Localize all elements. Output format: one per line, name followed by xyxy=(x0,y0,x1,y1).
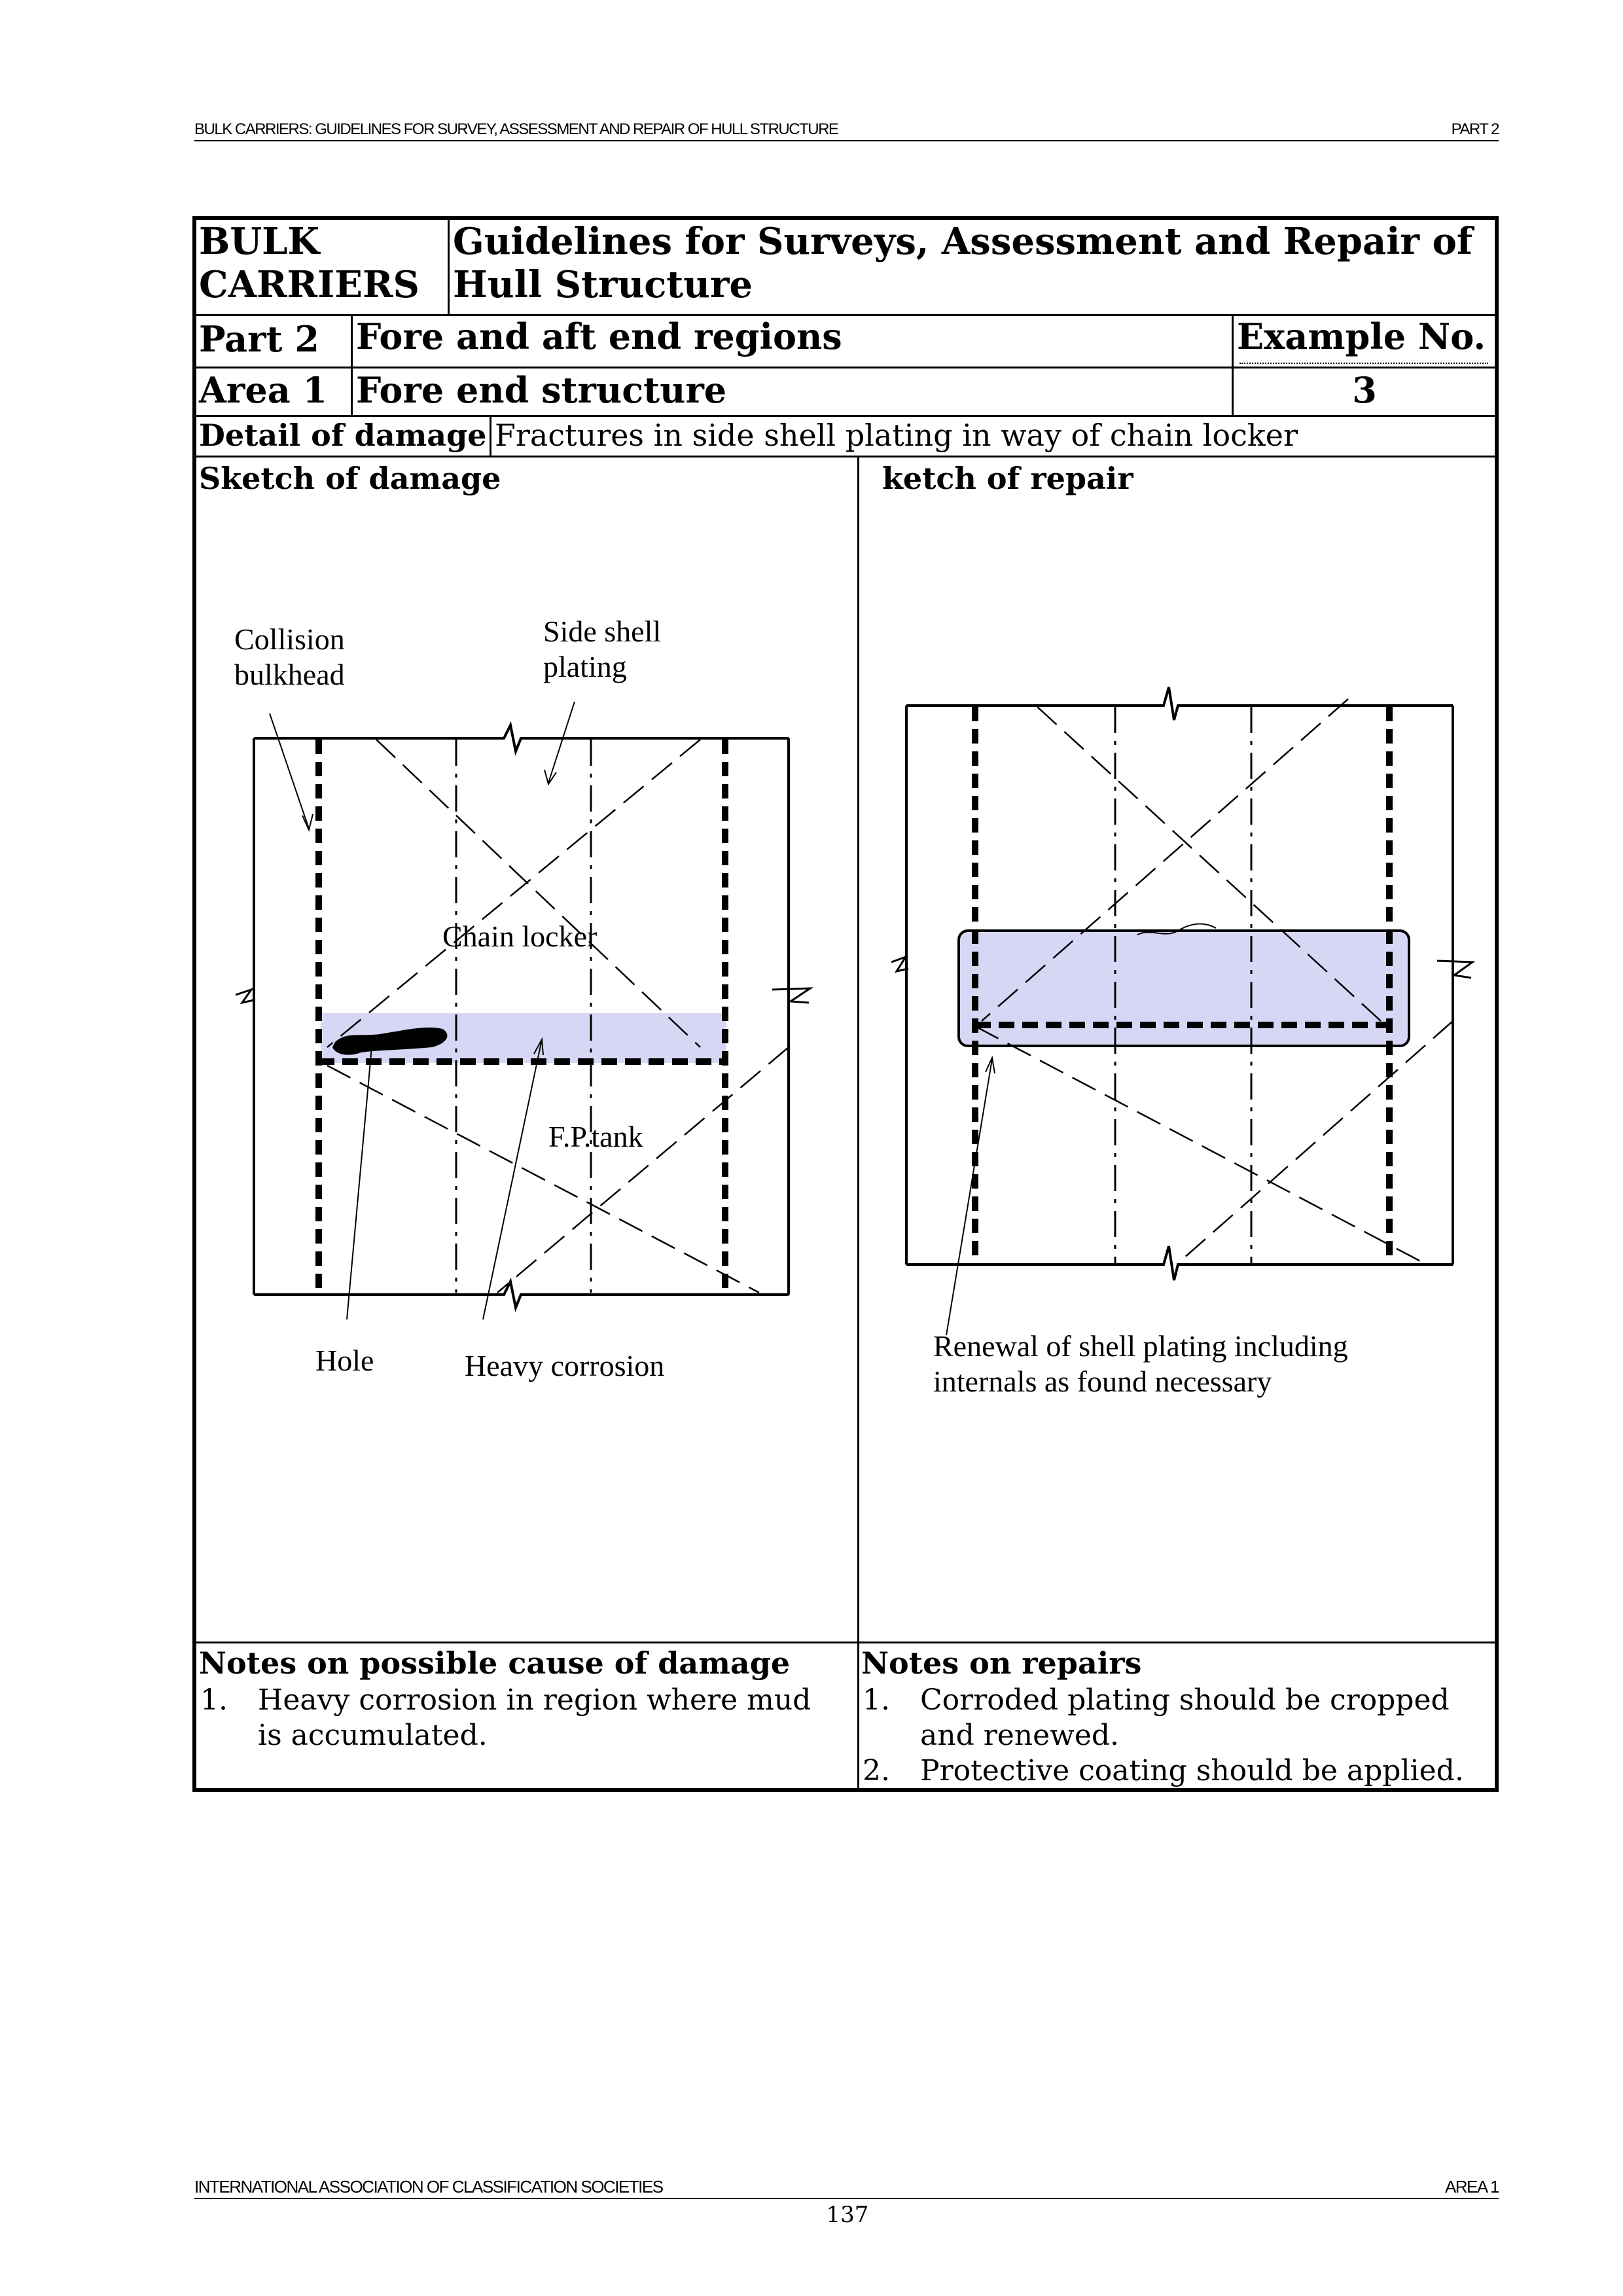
cause-note-1-number: 1. xyxy=(200,1683,228,1717)
org-name xyxy=(199,220,419,306)
label-fp-tank: F.P.tank xyxy=(548,1120,643,1153)
example-number: 3 xyxy=(1352,369,1377,411)
cause-note-1-line-2: is accumulated. xyxy=(258,1719,488,1752)
corrosion-leader xyxy=(483,1039,542,1319)
repair-note-2-line-1: Protective coating should be applied. xyxy=(920,1754,1464,1787)
example-underline xyxy=(1240,363,1488,364)
sketch-repair-heading: ketch of repair xyxy=(882,461,1133,496)
repair-bottom-edge xyxy=(906,1246,1453,1280)
repair-note-1-number: 1. xyxy=(863,1683,890,1717)
collision-leader xyxy=(270,713,309,829)
row-divider-4 xyxy=(196,456,1495,457)
row-divider-2 xyxy=(196,367,1495,368)
diagonal-line-2 xyxy=(327,740,700,1047)
side-shell-leader xyxy=(548,702,575,783)
repair-diagonal-3 xyxy=(975,1026,1427,1265)
org-line-1: BULK xyxy=(199,220,320,263)
header-title: BULK CARRIERS: GUIDELINES FOR SURVEY, ASSESSMENT AND REPAIR OF HULL STRUCTURE xyxy=(194,120,838,138)
cause-notes-title: Notes on possible cause of damage xyxy=(199,1645,791,1681)
right-break-symbol xyxy=(772,988,810,1003)
sketch-bottom-edge xyxy=(254,1282,789,1308)
footer-org: INTERNATIONAL ASSOCIATION OF CLASSIFICATION SOCIETIES xyxy=(194,2177,663,2197)
left-break-symbol xyxy=(236,990,254,1003)
area-title: Fore end structure xyxy=(356,369,727,411)
repair-sketch xyxy=(851,655,1492,1427)
repair-note-1-line-2: and renewed. xyxy=(920,1719,1120,1752)
repair-right-break xyxy=(1437,961,1472,978)
label-chain-locker: Chain locker xyxy=(442,920,597,953)
header-part: PART 2 xyxy=(1451,120,1499,138)
header-rule xyxy=(194,140,1499,141)
repair-diagonal-4 xyxy=(1178,1021,1453,1263)
diagonal-line-4 xyxy=(497,1047,789,1293)
col-divider-example xyxy=(1232,314,1234,415)
row-divider-3 xyxy=(196,415,1495,417)
guideline-line-2: Hull Structure xyxy=(453,263,753,306)
cause-note-1-line-1: Heavy corrosion in region where mud xyxy=(258,1683,812,1717)
guideline-title xyxy=(453,220,1472,306)
label-heavy-corrosion: Heavy corrosion xyxy=(465,1349,665,1382)
diagonal-line-3 xyxy=(327,1066,759,1293)
org-line-2: CARRIERS xyxy=(199,263,419,306)
col-divider-title xyxy=(448,220,450,314)
renewal-panel xyxy=(959,931,1409,1046)
label-renewal-2: internals as found necessary xyxy=(933,1365,1272,1398)
footer-area: AREA 1 xyxy=(1444,2177,1499,2197)
col-divider-part xyxy=(351,314,353,415)
detail-text: Fractures in side shell plating in way of chain locker xyxy=(495,418,1298,453)
repair-top-edge xyxy=(906,687,1453,720)
label-hole: Hole xyxy=(315,1344,374,1377)
repair-note-1-line-1: Corroded plating should be cropped xyxy=(920,1683,1450,1717)
area-label: Area 1 xyxy=(199,369,328,411)
row-divider-5 xyxy=(196,1641,1495,1643)
guideline-line-1: Guidelines for Surveys, Assessment and Repair of xyxy=(453,220,1472,263)
damage-sketch xyxy=(223,589,831,1414)
diagonal-line-1 xyxy=(376,740,700,1047)
label-side-shell-1: Side shell xyxy=(543,615,662,648)
label-collision-2: bulkhead xyxy=(234,658,345,691)
part-label: Part 2 xyxy=(199,318,319,360)
renewal-leader xyxy=(946,1059,992,1335)
label-renewal-1: Renewal of shell plating including xyxy=(933,1329,1348,1363)
repair-notes-title: Notes on repairs xyxy=(861,1645,1142,1681)
sketch-top-edge xyxy=(254,725,789,751)
col-divider-detail xyxy=(490,415,491,456)
sketch-damage-heading: Sketch of damage xyxy=(199,461,501,496)
repair-note-2-number: 2. xyxy=(863,1754,890,1787)
detail-label: Detail of damage xyxy=(199,418,487,453)
footer-rule xyxy=(194,2198,1499,2199)
part-title: Fore and aft end regions xyxy=(356,315,842,357)
example-label: Example No. xyxy=(1237,315,1486,357)
label-collision-1: Collision xyxy=(234,622,345,656)
label-side-shell-2: plating xyxy=(543,650,627,683)
page-number: 137 xyxy=(826,2202,869,2228)
hole-leader xyxy=(347,1047,372,1319)
